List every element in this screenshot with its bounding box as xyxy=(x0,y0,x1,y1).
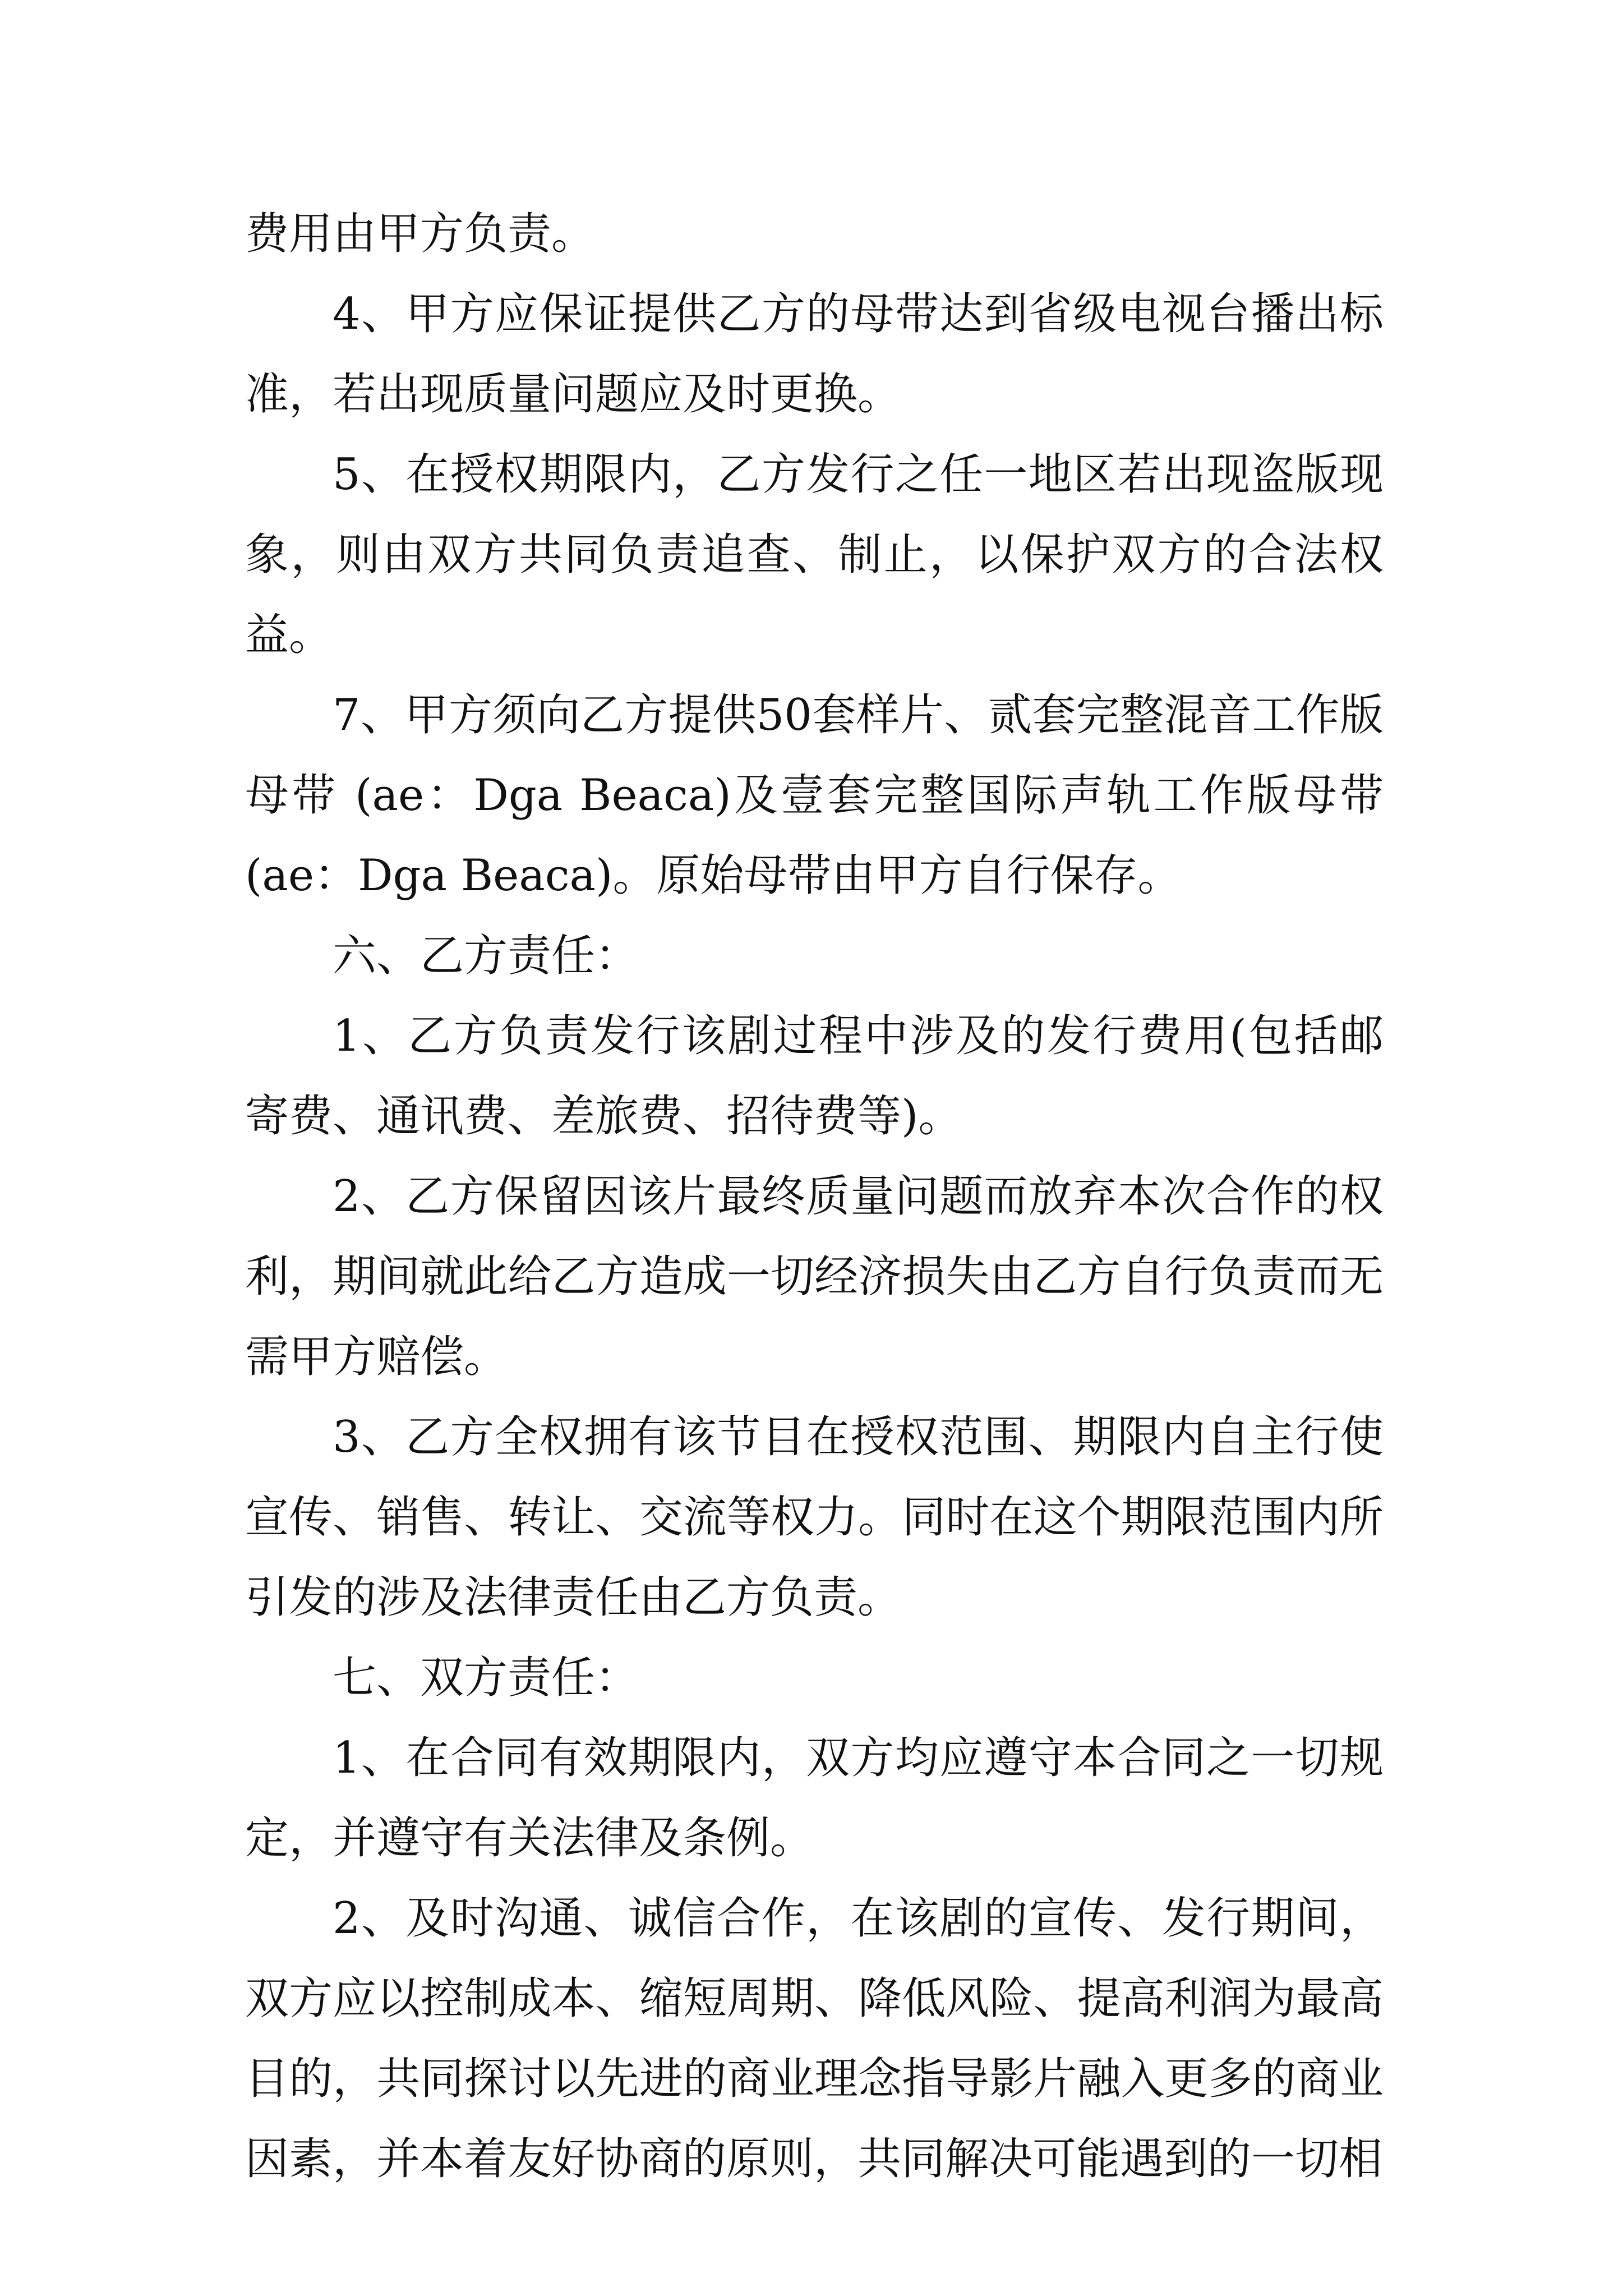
paragraph-party-b-1: 1、乙方负责发行该剧过程中涉及的发行费用(包括邮寄费、通讯费、差旅费、招待费等)。 xyxy=(245,1011,1384,1142)
section-heading-both-parties: 七、双方责任： xyxy=(333,1653,639,1703)
paragraph-both-1: 1、在合同有效期限内，双方均应遵守本合同之一切规定，并遵守有关法律及条例。 xyxy=(245,1733,1384,1864)
paragraph-continuation: 费用由甲方负责。 xyxy=(245,209,596,259)
document-body xyxy=(245,194,1384,2200)
paragraph-party-b-3: 3、乙方全权拥有该节目在授权范围、期限内自主行使宣传、销售、转让、交流等权力。同时在这个期限范围内所引发的涉及法律责任由乙方负责。 xyxy=(245,1412,1384,1623)
paragraph-clause-4: 4、甲方应保证提供乙方的母带达到省级电视台播出标准，若出现质量问题应及时更换。 xyxy=(245,289,1384,420)
section-heading-party-b: 六、乙方责任： xyxy=(333,931,639,981)
paragraph-party-b-2: 2、乙方保留因该片最终质量问题而放弃本次合作的权利，期间就此给乙方造成一切经济损失由乙方自行负责而无需甲方赔偿。 xyxy=(245,1171,1384,1382)
paragraph-clause-5: 5、在授权期限内，乙方发行之任一地区若出现盗版现象，则由双方共同负责追查、制止，以保护双方的合法权益。 xyxy=(245,449,1384,660)
paragraph-both-2: 2、及时沟通、诚信合作，在该剧的宣传、发行期间，双方应以控制成本、缩短周期、降低风险、提高利润为最高目的，共同探讨以先进的商业理念指导影片融入更多的商业因素，并本着友好协商的原则，共同解决可能遇到的一切相 xyxy=(245,1893,1384,2184)
paragraph-clause-7: 7、甲方须向乙方提供50套样片、贰套完整混音工作版母带 (ae：Dga Beaca)及壹套完整国际声轨工作版母带(ae：Dga Beaca)。原始母带由甲方自行保存。 xyxy=(245,690,1384,901)
